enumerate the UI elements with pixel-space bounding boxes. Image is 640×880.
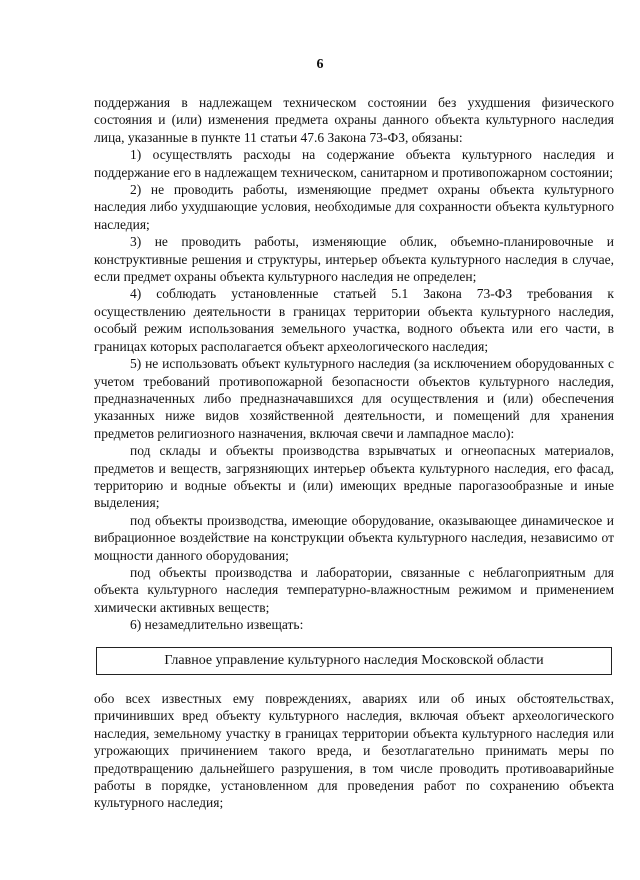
paragraph-vibration: под объекты производства, имеющие оборудование, оказывающее динамическое и вибрационное воздействие на конструкции объекта культурного наследия, независимо от мощности данного оборудования; — [94, 512, 614, 563]
paragraph-item-5: 5) не использовать объект культурного наследия (за исключением оборудованных с учетом требований противопожарной безопасности объектов культурного наследия, предназначенных либо предназначавшихся для осуществления и (или) обеспечения указанных ниже видов хозяйственной деятельности, и помещений для хранения предметов религиозного назначения, включая свечи и лампадное масло): — [94, 356, 614, 441]
paragraph-item-3: 3) не проводить работы, изменяющие облик, объемно-планировочные и конструктивные решения и структуры, интерьер объекта культурного наследия в случае, если предмет охраны объекта культурного наследия не определен; — [94, 234, 614, 285]
paragraph-intro: поддержания в надлежащем техническом состоянии без ухудшения физического состояния и (или) изменения предмета охраны данного объекта культурного наследия лица, указанные в пункте 11 статьи 47.6 Закона 73-ФЗ, обязаны: — [94, 95, 614, 145]
continuation-text — [94, 690, 614, 812]
page-number: 6 — [316, 57, 324, 72]
paragraph-item-1: 1) осуществлять расходы на содержание объекта культурного наследия и поддержание его в надлежащем техническом, санитарном и противопожарном состоянии; — [94, 147, 614, 180]
paragraph-item-2: 2) не проводить работы, изменяющие предмет охраны объекта культурного наследия либо ухудшающие условия, необходимые для сохранности объекта культурного наследия; — [94, 182, 614, 232]
paragraph-continuation: обо всех известных ему повреждениях, авариях или об иных обстоятельствах, причинивших вред объекту культурного наследия, включая объект археологического наследия, земельному участку в границах территории объекта культурного наследия или угрожающих причинением такого вреда, и безотлагательно принимать меры по предотвращению дальнейшего разрушения, в том числе проводить противоаварийные работы в порядке, установленном для проведения работ по сохранению объекта культурного наследия; — [94, 691, 614, 811]
paragraph-laboratories: под объекты производства и лаборатории, связанные с неблагоприятным для объекта культурного наследия температурно-влажностным режимом и применением химически активных веществ; — [94, 564, 614, 615]
paragraph-item-4: 4) соблюдать установленные статьей 5.1 Закона 73-ФЗ требования к осуществлению деятельности в границах территории объекта культурного наследия, особый режим использования земельного участка, водного объекта или его части, в границах которых располагается объект археологического наследия; — [94, 286, 614, 354]
authority-banner: Главное управление культурного наследия Московской области — [96, 647, 612, 675]
paragraph-warehouses: под склады и объекты производства взрывчатых и огнеопасных материалов, предметов и веществ, загрязняющих интерьер объекта культурного наследия, его фасад, территорию и водные объекты и (или) имеющих вредные парогазообразные и иные выделения; — [94, 443, 614, 511]
main-text — [94, 94, 614, 634]
paragraph-item-6: 6) незамедлительно извещать: — [130, 617, 304, 633]
